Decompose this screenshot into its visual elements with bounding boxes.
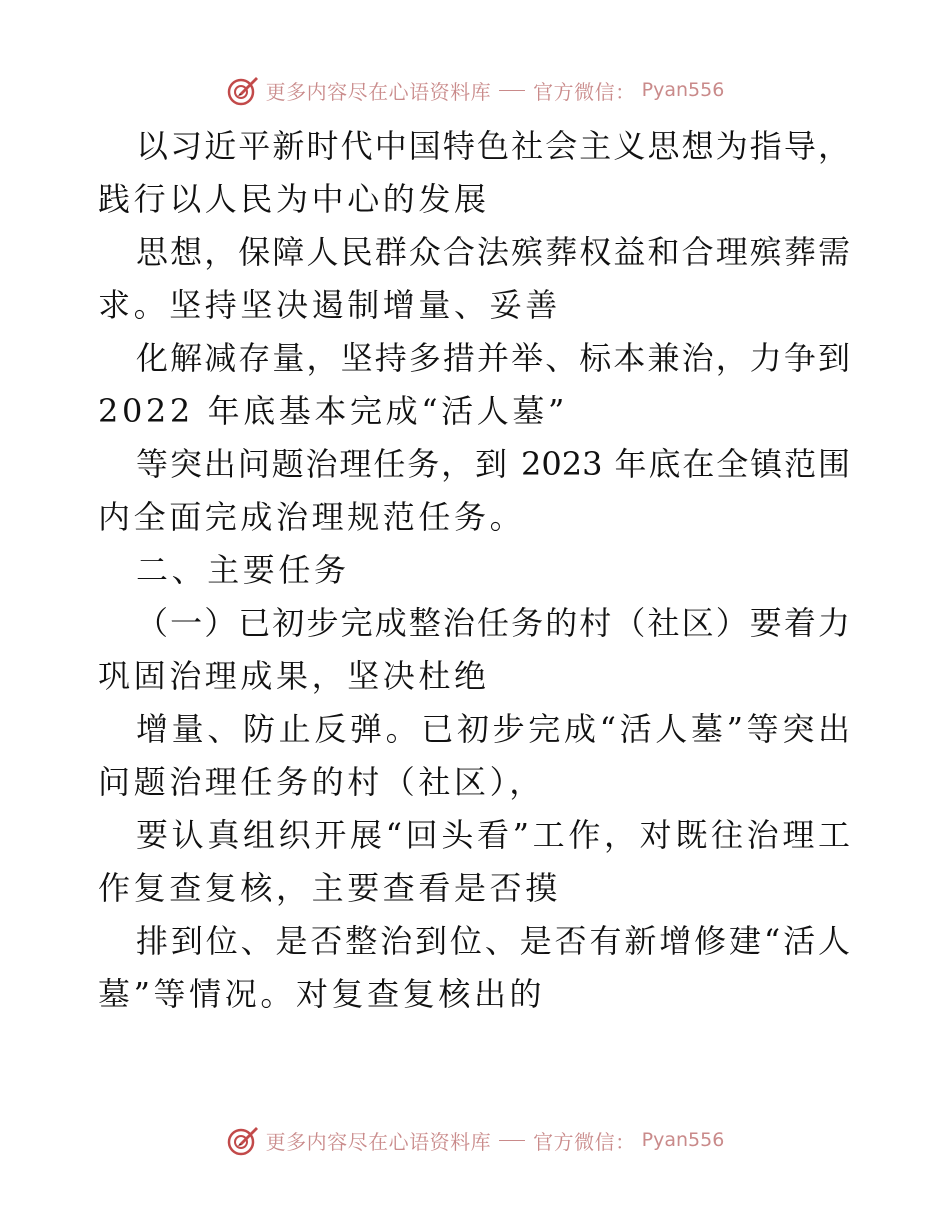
section-heading: 二、主要任务 [136,551,350,589]
watermark-label: 官方微信： [533,79,636,104]
paragraph-line: 等突出问题治理任务，到 2023 年底在全镇范围 [136,445,850,483]
logo-icon [226,1123,260,1157]
paragraph-line: （一）已初步完成整治任务的村（社区）要着力 [136,604,850,642]
paragraph-line: 巩固治理成果，坚决杜绝 [98,657,490,695]
paragraph-line: 墓”等情况。对复查复核出的 [98,975,546,1013]
paragraph-line: 排到位、是否整治到位、是否有新增修建“活人 [136,922,850,960]
paragraph-line: 内全面完成治理规范任务。 [98,498,526,536]
watermark-label: 官方微信： [533,1129,636,1154]
watermark-account: Pyan556 [641,79,725,101]
watermark-separator [499,90,525,91]
header-watermark [0,70,950,110]
paragraph-line: 求。坚持坚决遏制增量、妥善 [98,286,561,324]
watermark-separator [499,1140,525,1141]
paragraph-line: 增量、防止反弹。已初步完成“活人墓”等突出 [136,710,850,748]
watermark-text: 更多内容尽在心语资料库 [265,79,492,104]
watermark-account: Pyan556 [641,1129,725,1151]
paragraph-line: 要认真组织开展“回头看”工作，对既往治理工 [136,816,850,854]
paragraph-line: 化解减存量，坚持多措并举、标本兼治，力争到 [136,339,850,377]
document-body [98,120,850,1021]
footer-watermark [0,1120,950,1160]
paragraph-line: 以习近平新时代中国特色社会主义思想为指导， [136,127,850,165]
paragraph-line: 2022 年底基本完成“活人墓” [98,392,568,430]
logo-icon [226,73,260,107]
paragraph-line: 作复查复核，主要查看是否摸 [98,869,561,907]
watermark-text: 更多内容尽在心语资料库 [265,1129,492,1154]
paragraph-line: 思想，保障人民群众合法殡葬权益和合理殡葬需 [136,233,850,271]
paragraph-line: 问题治理任务的村（社区）， [98,763,545,801]
paragraph-line: 践行以人民为中心的发展 [98,180,490,218]
